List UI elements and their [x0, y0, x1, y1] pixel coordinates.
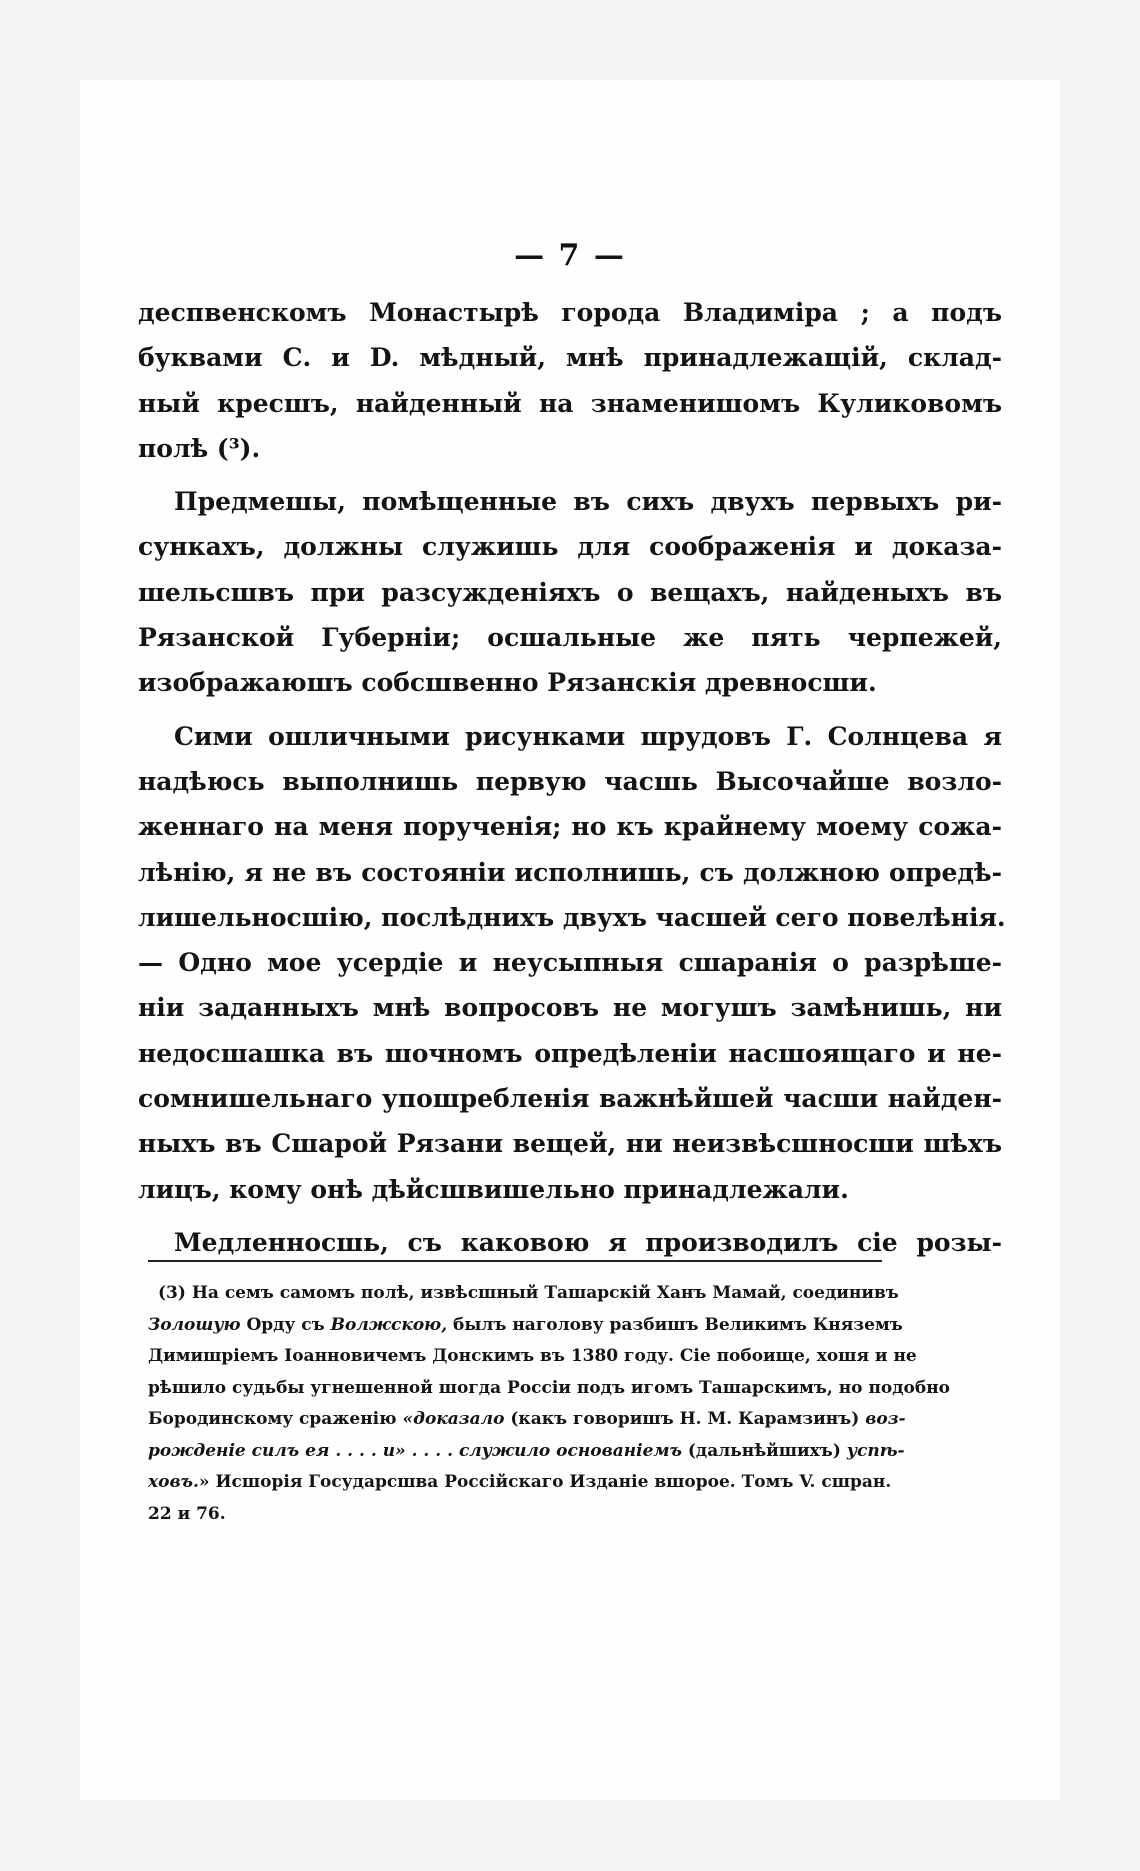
text-line: недосшашка въ шочномъ опредѣленіи насшоящаго и не-	[138, 1038, 1002, 1068]
main-text	[138, 290, 1006, 1265]
text-line: Рязанской Губерніи; осшальные же пять черпежей,	[138, 623, 1002, 653]
text-line: изображаюшъ собсшвенно Рязанскія древносши.	[138, 668, 877, 698]
paragraph-1	[138, 290, 1002, 471]
text-line: буквами С. и D. мѣдный, мнѣ принадлежащій, склад-	[138, 343, 1002, 373]
text-line: — Одно мое усердіе и неусыпныя сшаранія о разрѣше-	[138, 948, 1002, 978]
paragraph-3	[138, 714, 1006, 1212]
footnote-line	[148, 1436, 905, 1468]
paragraph-2	[138, 479, 1002, 705]
footnote-line	[148, 1310, 903, 1342]
text-line: лишельносшію, послѣднихъ двухъ часшей сего повелѣнія.	[138, 902, 1006, 932]
text-line: сункахъ, должны служишь для соображенія и доказа-	[138, 532, 1002, 562]
paragraph-4	[138, 1220, 1002, 1265]
footnote-line: Димишріемъ Іоанновичемъ Донскимъ въ 1380 году. Сіе побоище, хошя и не	[148, 1346, 917, 1366]
footnote-text: (дальнѣйшихъ)	[681, 1440, 847, 1461]
footnote-divider	[148, 1260, 882, 1262]
text-line: ніи заданныхъ мнѣ вопросовъ не могушъ замѣнишь, ни	[138, 993, 1002, 1023]
footnote-italic: Золошую	[148, 1314, 241, 1335]
text-line: лѣнію, я не въ состояніи исполнишь, съ должною опредѣ-	[138, 857, 1002, 887]
text-line: Медленносшь, съ каковою я производилъ сіе розы-	[174, 1227, 1002, 1257]
footnote-line: рѣшило судьбы угнешенной шогда Россіи подъ игомъ Ташарскимъ, но подобно	[148, 1377, 951, 1398]
footnote-line	[148, 1404, 906, 1436]
text-line: шельсшвъ при разсужденіяхъ о вещахъ, найденыхъ въ	[138, 577, 1002, 607]
footnote-italic: рожденіе силъ ея . . . . и» . . . . служило основаніемъ	[148, 1440, 682, 1461]
footnote-text: былъ наголову разбишъ Великимъ Княземъ	[447, 1314, 903, 1335]
text-line: полѣ (³).	[138, 433, 261, 463]
footnote-text: Орду съ	[240, 1314, 331, 1335]
text-line: Предмешы, помѣщенные въ сихъ двухъ первыхъ ри-	[174, 487, 1002, 517]
footnote-line: 22 и 76.	[148, 1503, 226, 1524]
text-line: женнаго на меня порученія; но къ крайнему моему сожа-	[138, 812, 1002, 842]
footnote	[148, 1278, 951, 1530]
footnote-italic: ховъ.	[148, 1472, 199, 1492]
footnote-text: » Исшорія Государсшва Россійскаго Изданіе вшорое. Томъ V. сшран.	[198, 1472, 892, 1492]
footnote-italic: воз-	[865, 1409, 906, 1429]
footnote-italic: успѣ-	[846, 1440, 905, 1461]
text-line: Сими ошличными рисунками шрудовъ Г. Солнцева я	[174, 721, 1002, 751]
footnote-line: (3) На семъ самомъ полѣ, извѣсшный Ташарскій Ханъ Мамай, соединивъ	[158, 1283, 899, 1303]
text-line: лицъ, кому онѣ дѣйсшвишельно принадлежали.	[138, 1174, 849, 1204]
page-number: — 7 —	[514, 238, 626, 273]
footnote-text: Бородинскому сраженію	[148, 1409, 403, 1429]
text-line: ный кресшъ, найденный на знаменишомъ Куликовомъ	[138, 388, 1002, 418]
footnote-italic: Волжскою,	[330, 1314, 448, 1335]
footnote-italic: «доказало	[402, 1409, 505, 1429]
footnote-text: (какъ говоришъ Н. М. Карамзинъ)	[504, 1409, 866, 1429]
text-line: надѣюсь выполнишь первую часшь Высочайше возло-	[138, 766, 1002, 796]
text-line: ныхъ въ Сшарой Рязани вещей, ни неизвѣсшносши шѣхъ	[138, 1129, 1002, 1159]
footnote-line	[148, 1467, 892, 1499]
text-line: деспвенскомъ Монастырѣ города Владимірa ; а подъ	[138, 298, 1002, 327]
text-line: сомнишельнаго упошребленія важнѣйшей часши найден-	[138, 1084, 1002, 1114]
